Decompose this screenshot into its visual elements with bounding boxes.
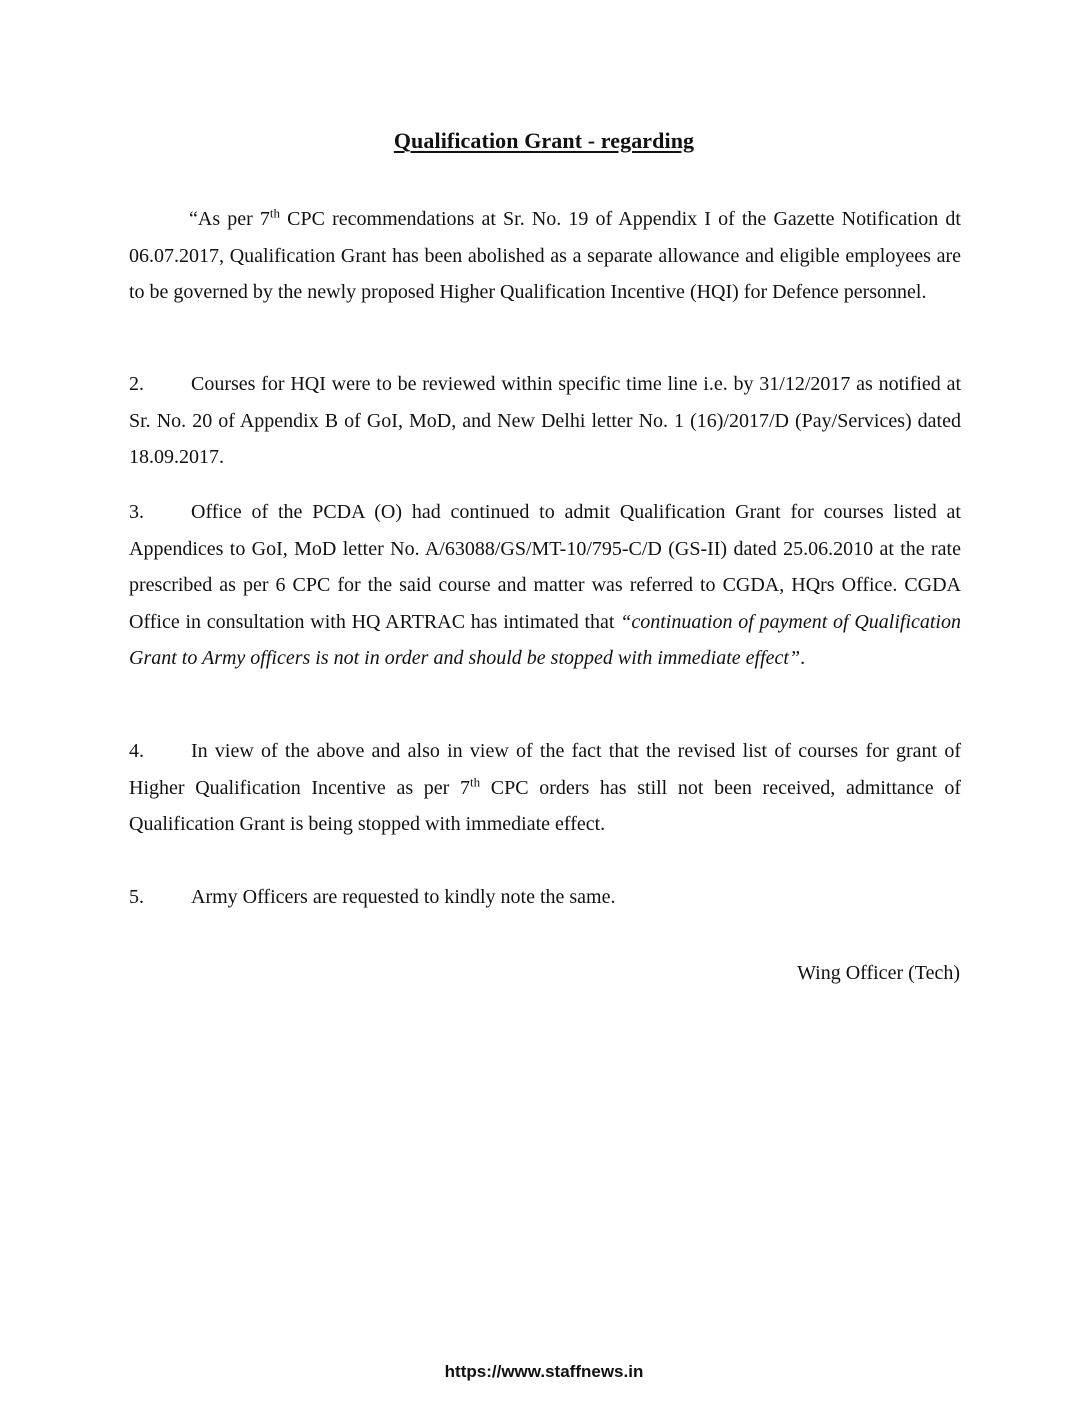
paragraph-4-text-b: CPC orders has still not been received, admittance of Qualification Grant is being stopped with immediate effect. (129, 776, 962, 835)
paragraph-4-number: 4. (129, 740, 144, 762)
paragraph-3-number: 3. (129, 501, 144, 523)
paragraph-1 (129, 201, 961, 311)
paragraph-1-text-a: “As per 7 (189, 208, 270, 230)
paragraph-3-text-a: Office of the PCDA (O) had continued to admit Qualification Grant for courses listed at Appendices to GoI, MoD letter No. A/63088/GS/MT-10/795-C/D (GS-II) dated 25.06.2010 at the rate prescribed as per 6 CPC for the said course and matter was referred to CGDA, HQrs Office. CGDA Office in consultation with HQ ARTRAC has intimated that (129, 501, 961, 633)
document-title: Qualification Grant - regarding (393, 128, 695, 153)
paragraph-5 (129, 879, 961, 916)
paragraph-3-quote: “continuation of payment of Qualification Grant to Army officers is not in order and should be stopped with immediate effect” (129, 610, 961, 669)
paragraph-4-superscript: th (470, 773, 481, 789)
paragraph-4 (129, 733, 961, 843)
paragraph-5-number: 5. (129, 886, 144, 908)
paragraph-5-text: Army Officers are requested to kindly note the same. (191, 886, 616, 908)
paragraph-4-text-a: In view of the above and also in view of the fact that the revised list of courses for grant of Higher Qualification Incentive as per 7 (129, 740, 961, 799)
paragraph-1-text-b: CPC recommendations at Sr. No. 19 of Appendix I of the Gazette Notification dt 06.07.2017, Qualification Grant has been abolished as a separate allowance and eligible employees are to be governed by the newly proposed Higher Qualification Incentive (HQI) for Defence personnel. (129, 208, 961, 303)
paragraph-2-text: Courses for HQI were to be reviewed within specific time line i.e. by 31/12/2017 as notified at Sr. No. 20 of Appendix B of GoI, MoD, and New Delhi letter No. 1 (16)/2017/D (Pay/Services) dated 18.09.2017. (129, 373, 961, 468)
paragraph-3-text-b: . (800, 647, 806, 669)
footer-url: https://www.staffnews.in (444, 1362, 644, 1381)
signature-block: Wing Officer (Tech) (797, 962, 960, 984)
paragraph-1-superscript: th (269, 205, 281, 221)
paragraph-2-number: 2. (129, 373, 144, 395)
paragraph-3 (129, 494, 961, 677)
paragraph-2 (129, 366, 961, 476)
